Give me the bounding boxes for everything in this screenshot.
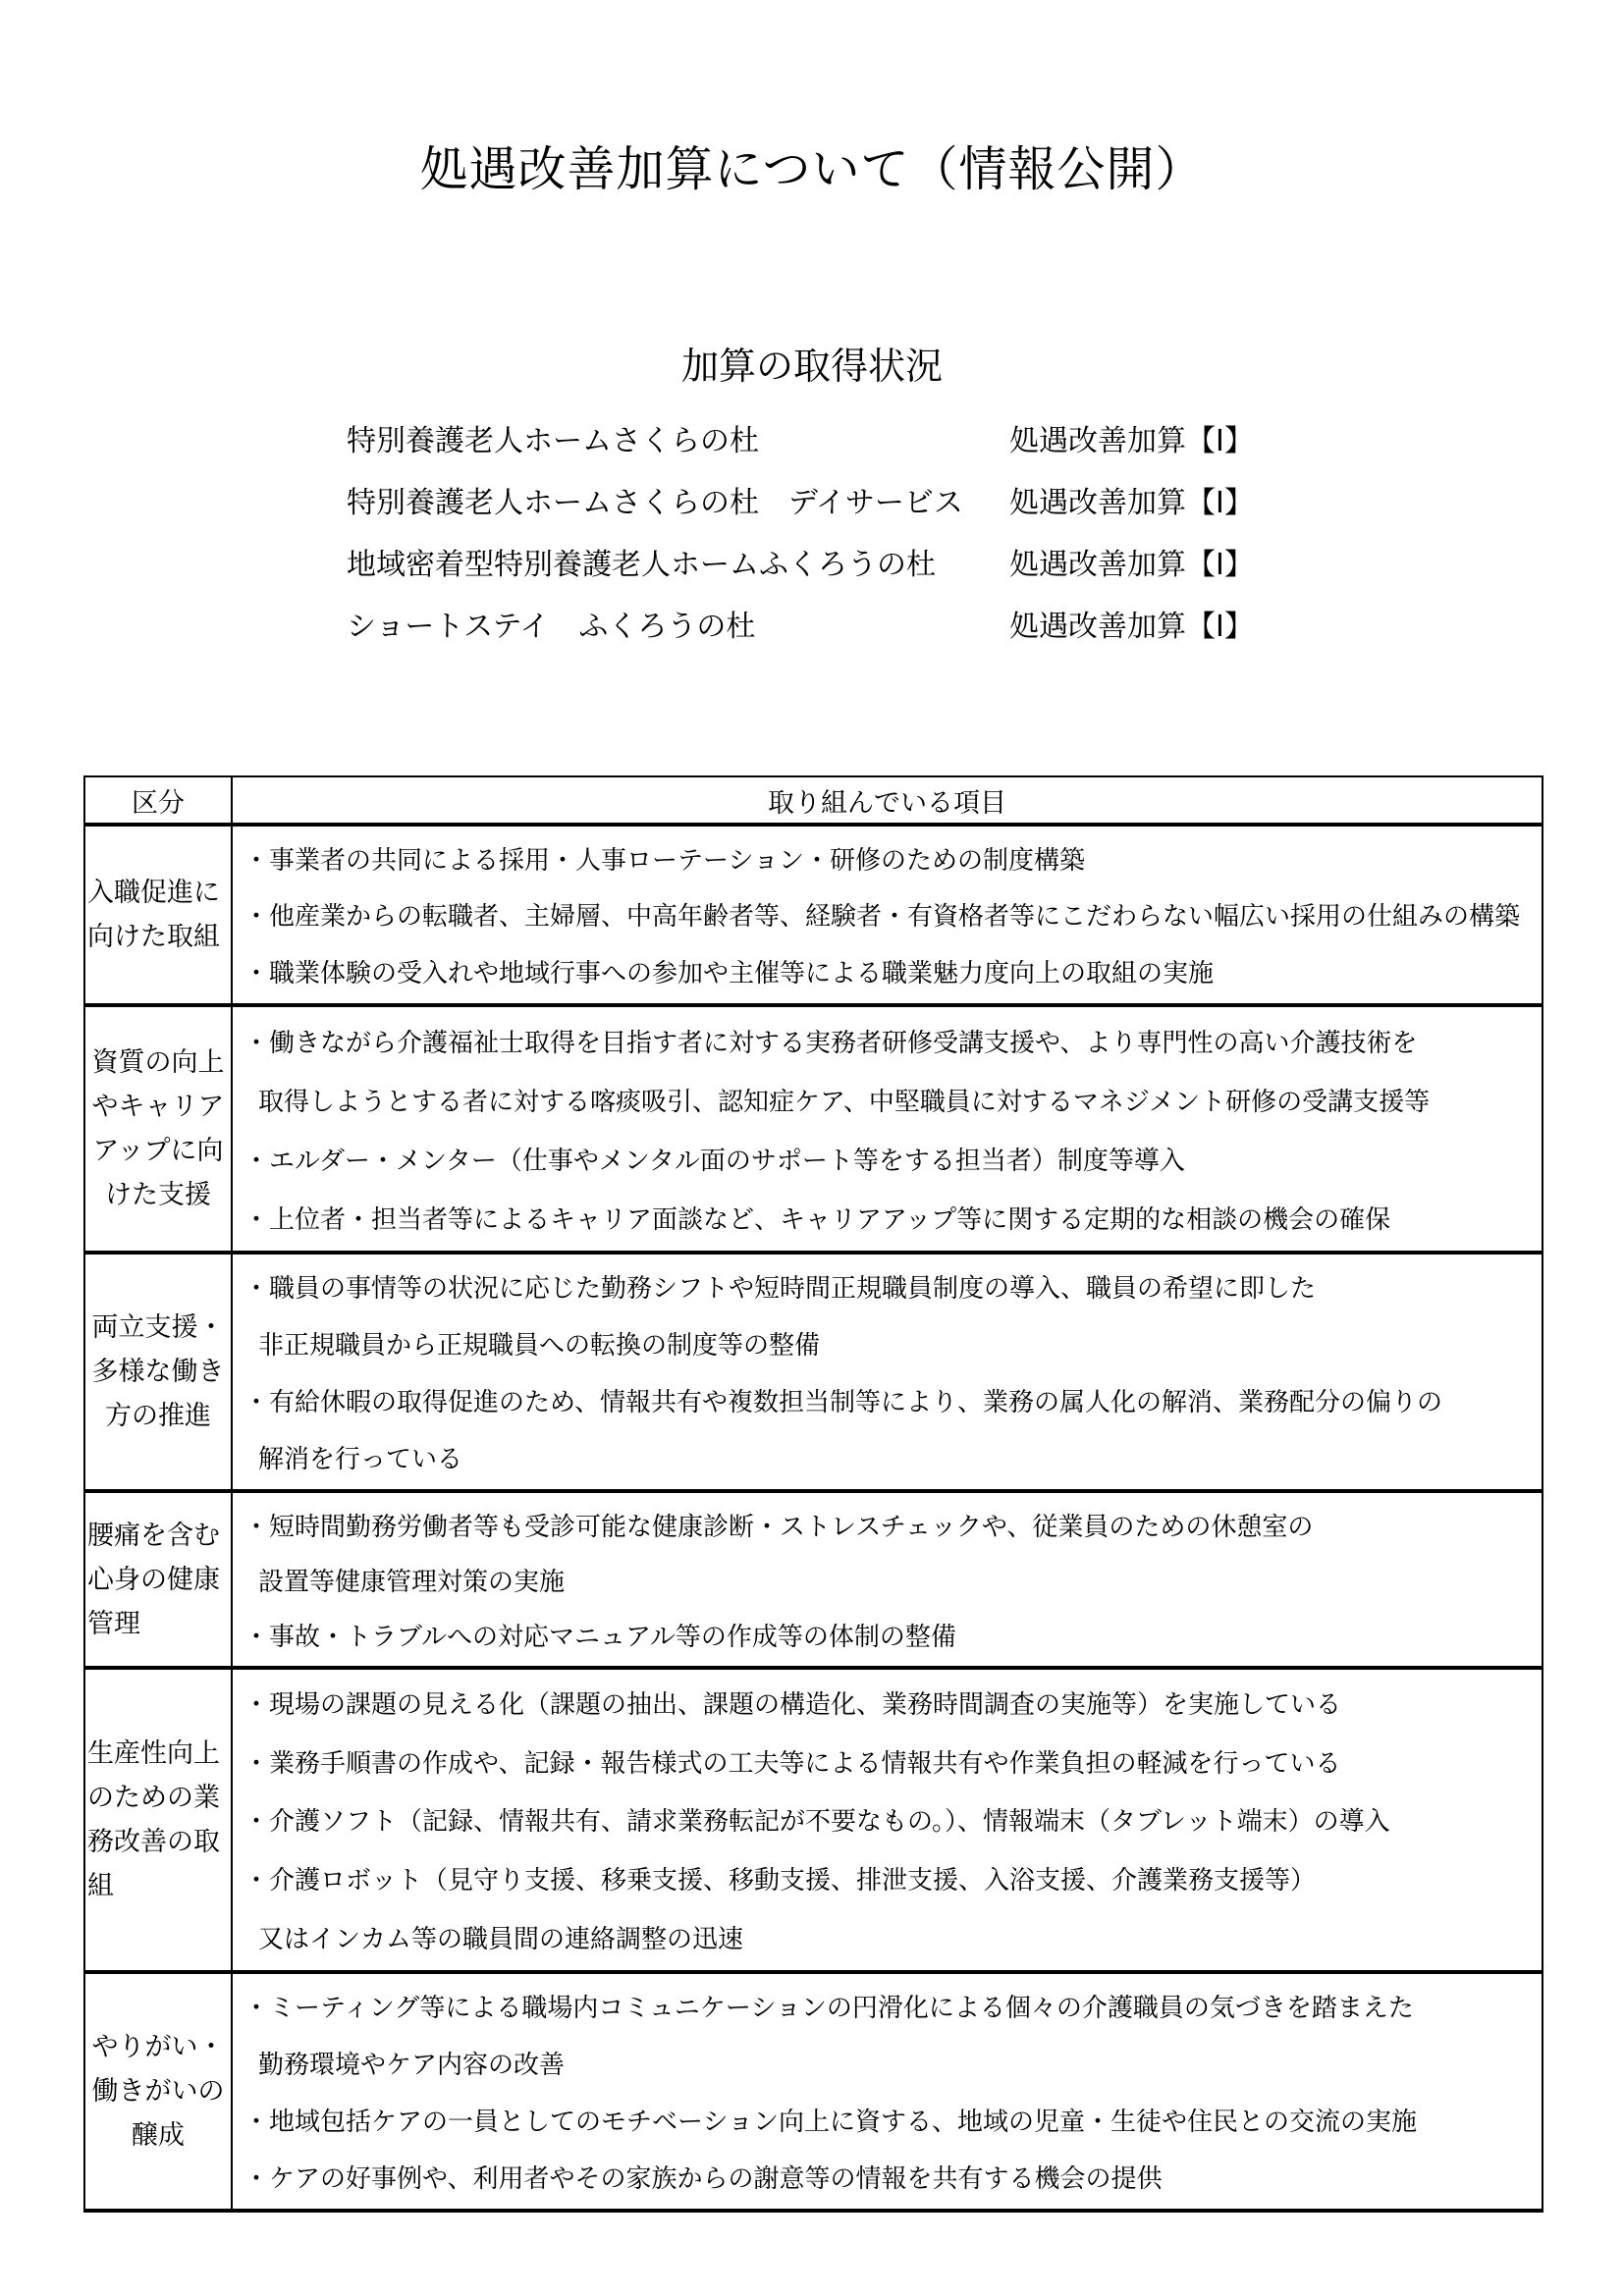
table-header-row [85, 777, 1542, 823]
category-cell [85, 1670, 233, 1970]
facility-status-badge: 処遇改善加算【Ⅰ】 [1009, 547, 1254, 582]
table-row [85, 1251, 1542, 1489]
item-line: ・短時間勤務労働者等も受診可能な健康診断・ストレスチェックや、従業員のための休憩室の [244, 1512, 1314, 1542]
item-line: 非正規職員から正規職員への転換の制度等の整備 [258, 1331, 821, 1362]
page-title: 処遇改善加算について（情報公開） [419, 141, 1205, 197]
facility-status-badge: 処遇改善加算【Ⅰ】 [1009, 609, 1254, 644]
item-line: ・有給休暇の取得促進のため、情報共有や複数担当制等により、業務の属人化の解消、業務配分の偏りの [244, 1387, 1442, 1417]
category-line: 入職促進に [87, 878, 220, 908]
category-line: 生産性向上 [87, 1738, 220, 1769]
item-line: 又はインカム等の職員間の連絡調整の迅速 [258, 1924, 744, 1954]
category-line: けた支援 [105, 1180, 211, 1210]
items-cell [233, 1670, 1542, 1970]
item-line: ・職業体験の受入れや地域行事への参加や主催等による職業魅力度向上の取組の実施 [244, 958, 1215, 988]
facility-name: 特別養護老人ホームさくらの杜 デイサービス [347, 485, 963, 520]
category-cell [85, 1007, 233, 1251]
table-row [85, 823, 1542, 1003]
item-line: ・ケアの好事例や、利用者やその家族からの謝意等の情報を共有する機会の提供 [244, 2163, 1163, 2194]
item-line: ・事業者の共同による採用・人事ローテーション・研修のための制度構築 [244, 846, 1085, 877]
facility-status-badge: 処遇改善加算【Ⅰ】 [1009, 485, 1254, 520]
category-line: 向けた取組 [87, 922, 220, 952]
category-line: やキャリア [91, 1092, 225, 1122]
table-row [85, 1003, 1542, 1251]
item-line: 設置等健康管理対策の実施 [258, 1567, 566, 1597]
item-line: 取得しようとする者に対する喀痰吸引、認知症ケア、中堅職員に対するマネジメント研修の受講支援等 [258, 1087, 1431, 1117]
item-line: ・他産業からの転職者、主婦層、中高年齢者等、経験者・有資格者等にこだわらない幅広い採用の仕組みの構築 [244, 902, 1521, 933]
category-cell [85, 1493, 233, 1666]
item-line: ・介護ソフト（記録、情報共有、請求業務転記が不要なもの。）、情報端末（タブレット端末）の導入 [244, 1807, 1390, 1838]
table-header-category: 区分 [85, 777, 233, 823]
item-line: ・職員の事情等の状況に応じた勤務シフトや短時間正規職員制度の導入、職員の希望に即した [244, 1274, 1317, 1305]
addition-items-table [83, 775, 1543, 2213]
items-cell [233, 1255, 1542, 1489]
item-line: ・介護ロボット（見守り支援、移乗支援、移動支援、排泄支援、入浴支援、介護業務支援等） [244, 1866, 1317, 1896]
item-line: ・働きながら介護福祉士取得を目指す者に対する実務者研修受講支援や、より専門性の高い介護技術を [244, 1028, 1418, 1058]
category-line: やりがい・ [91, 2032, 225, 2062]
facility-status-badge: 処遇改善加算【Ⅰ】 [1009, 423, 1254, 458]
facility-name: 特別養護老人ホームさくらの杜 [347, 423, 759, 458]
facility-list [347, 406, 1545, 654]
category-cell [85, 827, 233, 1003]
category-line: 務改善の取 [87, 1827, 220, 1857]
table-row [85, 1489, 1542, 1666]
category-line: 腰痛を含む [87, 1520, 220, 1551]
item-line: 勤務環境やケア内容の改善 [258, 2051, 566, 2081]
facility-row [347, 406, 1545, 468]
items-cell [233, 1974, 1542, 2209]
category-line: 心身の健康 [87, 1564, 220, 1595]
category-cell [85, 1255, 233, 1489]
item-line: ・現場の課題の見える化（課題の抽出、課題の構造化、業務時間調査の実施等）を実施している [244, 1690, 1342, 1721]
facility-row [347, 592, 1545, 654]
category-line: 管理 [87, 1608, 140, 1639]
category-line: 資質の向上 [91, 1047, 225, 1078]
items-cell [233, 827, 1542, 1003]
item-line: ・事故・トラブルへの対応マニュアル等の作成等の体制の整備 [244, 1622, 956, 1652]
table-row [85, 1970, 1542, 2209]
item-line: ・業務手順書の作成や、記録・報告様式の工夫等による情報共有や作業負担の軽減を行っている [244, 1748, 1341, 1779]
category-line: 方の推進 [105, 1401, 211, 1431]
facility-name: 地域密着型特別養護老人ホームふくろうの杜 [347, 547, 936, 582]
item-line: ・エルダー・メンター（仕事やメンタル面のサポート等をする担当者）制度等導入 [244, 1146, 1185, 1176]
table-header-items: 取り組んでいる項目 [768, 787, 1006, 819]
category-cell [85, 1974, 233, 2209]
facility-row [347, 530, 1545, 592]
items-cell [233, 1007, 1542, 1251]
category-line: 両立支援・ [91, 1312, 225, 1343]
category-line: 働きがいの [91, 2076, 225, 2107]
category-line: アップに向 [92, 1136, 224, 1166]
category-line: のための業 [87, 1783, 220, 1813]
item-line: ・地域包括ケアの一員としてのモチベーション向上に資する、地域の児童・生徒や住民との交流の実施 [244, 2107, 1417, 2137]
category-line: 多様な働き [91, 1357, 225, 1387]
item-line: 解消を行っている [258, 1444, 463, 1474]
table-row [85, 1666, 1542, 1970]
facility-row [347, 468, 1545, 530]
category-line: 組 [87, 1871, 114, 1901]
item-line: ・ミーティング等による職場内コミュニケーションの円滑化による個々の介護職員の気づきを踏まえた [244, 1994, 1414, 2024]
section-title: 加算の取得状況 [680, 345, 943, 388]
facility-name: ショートステイ ふくろうの杜 [347, 609, 756, 644]
category-line: 醸成 [132, 2120, 185, 2151]
item-line: ・上位者・担当者等によるキャリア面談など、キャリアアップ等に関する定期的な相談の機会の確保 [244, 1204, 1391, 1235]
items-cell [233, 1493, 1542, 1666]
